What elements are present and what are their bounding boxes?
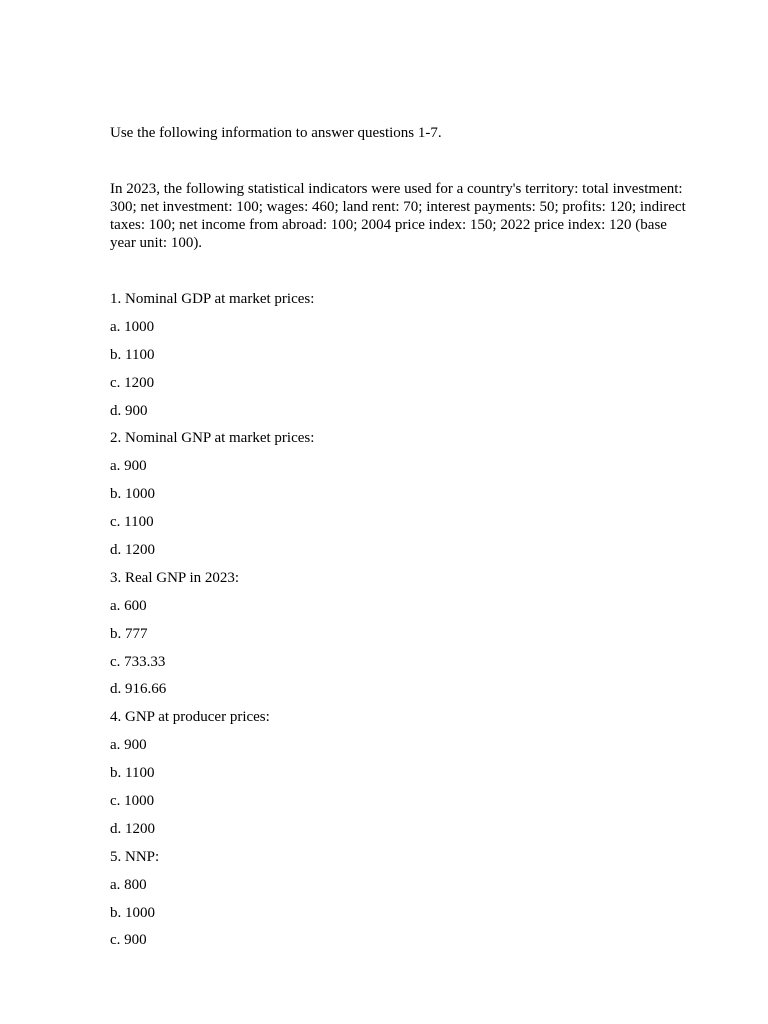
answer-option: a. 900 — [110, 458, 147, 475]
question-block — [110, 708, 690, 847]
answer-option: c. 733.33 — [110, 653, 166, 670]
question-block — [110, 429, 690, 568]
question-block — [110, 569, 690, 708]
question-list — [110, 290, 690, 959]
question-text: 1. Nominal GDP at market prices: — [110, 291, 315, 307]
answer-option: b. 1000 — [110, 904, 155, 921]
answer-option: c. 900 — [110, 932, 147, 949]
answer-option: b. 1000 — [110, 486, 155, 503]
answer-option: d. 900 — [110, 402, 148, 419]
answer-option: a. 1000 — [110, 318, 155, 335]
answer-option: d. 1200 — [110, 820, 155, 837]
answer-option: b. 777 — [110, 625, 148, 642]
question-text: 3. Real GNP in 2023: — [110, 569, 240, 586]
answer-option: c. 1100 — [110, 514, 154, 531]
answer-option: a. 800 — [110, 876, 147, 893]
answer-option: d. 1200 — [110, 542, 155, 559]
question-block — [110, 290, 690, 429]
answer-option: b. 1100 — [110, 346, 155, 363]
question-text: 4. GNP at producer prices: — [110, 709, 270, 726]
answer-option: d. 916.66 — [110, 681, 167, 698]
answer-option: b. 1100 — [110, 765, 155, 782]
question-text: 2. Nominal GNP at market prices: — [110, 430, 315, 447]
answer-option: a. 900 — [110, 737, 147, 754]
question-text: 5. NNP: — [110, 848, 160, 865]
intro-text: Use the following information to answer questions 1-7. — [110, 125, 442, 141]
document-page — [110, 124, 690, 959]
answer-option: a. 600 — [110, 597, 147, 614]
answer-option: c. 1000 — [110, 793, 155, 810]
scenario-text: In 2023, the following statistical indicators were used for a country's territory: total investment: 300; net investment: 100; wages: 460; land rent: 70; interest payments: 50; profits: 120; indirect taxes: 100; net income from abroad: 100; 2004 price index: 150; 2022 price index: 120 (base year unit: 100). — [110, 181, 686, 251]
question-block — [110, 848, 690, 960]
answer-option: c. 1200 — [110, 374, 155, 391]
